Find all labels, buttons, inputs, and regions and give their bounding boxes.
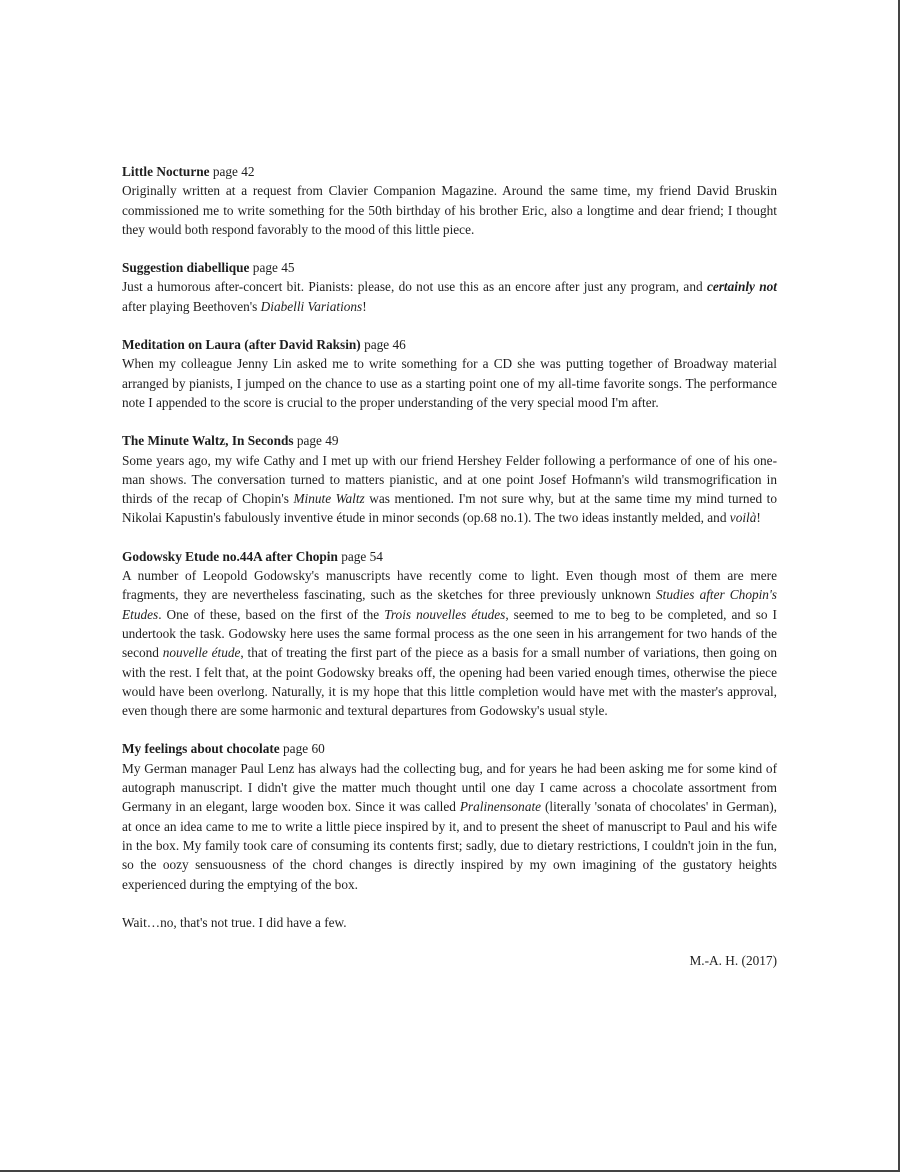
body-text-run: Some years ago, my wife Cathy and I met up with our friend Hershey Felder following a performance of one of his one-man shows. The conversation turned to matters pianistic, and at one point Josef Hofmann's wild transmogrification in thirds of the recap of Chopin's (122, 452, 777, 507)
body-text-run: When my colleague Jenny Lin asked me to write something for a CD she was putting together of Broadway material arranged by pianists, I jumped on the chance to use as a starting point one of my all-time favorite songs. The performance note I appended to the score is crucial to the proper understanding of the very special mood I'm after. (122, 356, 777, 410)
section-title: Suggestion diabellique (122, 260, 250, 276)
page-reference: page 45 (252, 260, 295, 276)
section-title: Little Nocturne (122, 164, 210, 179)
section-body (122, 181, 777, 239)
body-text-run: after playing Beethoven's (122, 298, 261, 314)
section-heading (122, 547, 777, 566)
work-title: Trois nouvelles études (384, 606, 506, 622)
body-text-run: was mentioned. I'm not sure why, but at the same time my mind turned to Nikolai Kapustin's fabulously inventive étude in minor seconds (op.68 no.1). The two ideas instantly melded, and (122, 491, 778, 526)
section-godowsky-etude (122, 547, 777, 721)
program-notes (122, 162, 777, 970)
section-body (122, 451, 777, 528)
page-reference: page 46 (364, 337, 406, 353)
body-text-run: ! (362, 298, 367, 314)
section-body (122, 759, 777, 894)
section-heading (122, 335, 777, 354)
page-reference: page 60 (283, 741, 325, 757)
page-reference: page 49 (296, 433, 339, 449)
body-text-run: Just a humorous after-concert bit. Pianists: please, do not use this as an encore after just any program, and (122, 279, 707, 295)
section-title: Meditation on Laura (after David Raksin) (122, 337, 361, 353)
emphasis-text: voilà (729, 510, 757, 526)
section-heading (122, 162, 777, 181)
work-title: nouvelle étude (162, 645, 241, 661)
section-meditation-on-laura (122, 335, 777, 412)
section-feelings-about-chocolate (122, 739, 777, 893)
section-little-nocturne (122, 162, 777, 239)
body-text-run: . One of these, based on the first of the (158, 606, 385, 622)
section-body (122, 566, 777, 720)
body-text-run: (literally 'sonata of chocolates' in German), at once an idea came to me to write a little piece inspired by it, and to present the sheet of manuscript to Paul and his wife in the box. My family took care of consuming its contents first; sadly, due to dietary restrictions, I couldn't join in the fun, so the oozy sensuousness of the chord changes is directly inspired by my own imagining of the gustatory heights experienced during the emptying of the box. (122, 799, 777, 892)
section-heading (122, 258, 777, 277)
section-body (122, 277, 777, 316)
page-reference: page 54 (341, 548, 383, 564)
work-title: Minute Waltz (293, 491, 365, 507)
section-suggestion-diabellique (122, 258, 777, 316)
body-text-run: , seemed to me to beg to be completed, and so I undertook the task. Godowsky here uses the same formal process as the one seen in his arrangement for two hands of the second (122, 606, 777, 661)
work-title: Pralinensonate (459, 799, 542, 815)
emphasis-text: certainly not (706, 279, 777, 295)
section-heading (122, 431, 777, 450)
body-text-run: Originally written at a request from Clavier Companion Magazine. Around the same time, my friend David Bruskin commissioned me to write something for the 50th birthday of his brother Eric, also a longtime and dear friend; I thought they would both respond favorably to the mood of this little piece. (122, 183, 777, 237)
work-title: Diabelli Variations (260, 298, 363, 314)
section-minute-waltz (122, 431, 777, 527)
body-text-run: A number of Leopold Godowsky's manuscripts have recently come to light. Even though most of them are mere fragments, they are nevertheless fascinating, such as the sketches for three previously unknown (122, 568, 777, 603)
section-title: Godowsky Etude no.44A after Chopin (122, 548, 338, 564)
section-body (122, 354, 777, 412)
closing-remark: Wait…no, that's not true. I did have a few. (122, 914, 347, 930)
page-reference: page 42 (212, 164, 255, 179)
author-signature: M.-A. H. (2017) (689, 953, 777, 969)
section-title: The Minute Waltz, In Seconds (122, 433, 294, 449)
section-heading (122, 739, 777, 758)
body-text-run: ! (756, 510, 761, 526)
section-title: My feelings about chocolate (122, 741, 280, 757)
work-title: Studies after Chopin's Etudes (122, 587, 777, 622)
body-text-run: , that of treating the first part of the piece as a basis for a small number of variations, then going on with the rest. I felt that, at the point Godowsky breaks off, the opening had been varied enough times, otherwise the piece would have been overlong. Naturally, it is my hope that this little completion would have met with the master's approval, even though there are some harmonic and textural departures from Godowsky's usual style. (122, 645, 777, 719)
body-text-run: My German manager Paul Lenz has always had the collecting bug, and for years he had been asking me for some kind of autograph manuscript. I didn't give the matter much thought until one day I came across a chocolate assortment from Germany in an elegant, large wooden box. Since it was called (122, 760, 777, 815)
